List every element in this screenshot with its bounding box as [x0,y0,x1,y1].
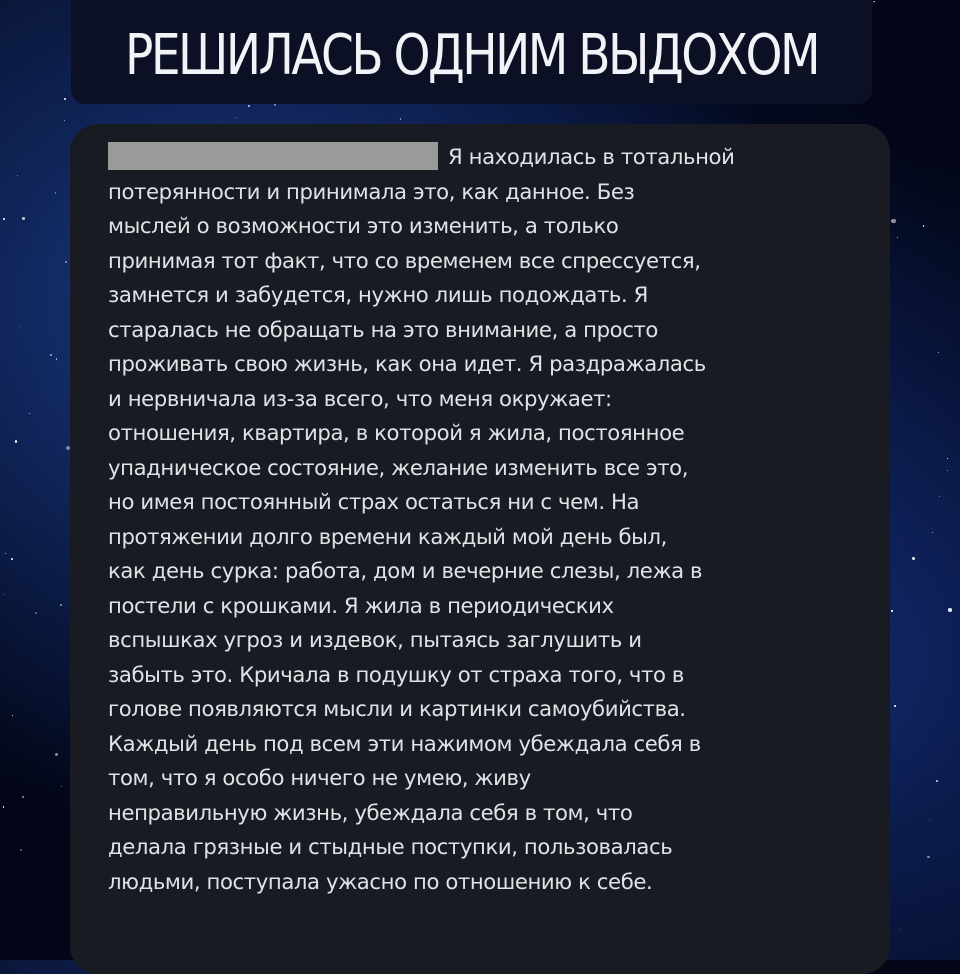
star-dot [912,557,915,560]
star-dot [29,413,30,414]
star-dot [55,753,58,756]
page-title: РЕШИЛАСЬ ОДНИМ ВЫДОХОМ [124,22,819,88]
star-dot [897,237,898,238]
message-card [70,124,890,974]
star-dot [3,218,5,220]
message-line: людьми, поступала ужасно по отношению к себе. [108,868,653,894]
star-dot [5,553,6,554]
star-dot [55,192,56,193]
redacted-block [108,142,438,170]
message-text [108,140,850,899]
star-dot [873,1,874,2]
star-dot [248,105,250,107]
message-line: делала грязные и стыдные поступки, пользовалась [108,834,673,859]
message-line: неправильную жизнь, убеждала себя в том, что [108,799,633,825]
title-banner [71,0,872,104]
star-dot [400,118,402,120]
message-line-1 [108,140,850,175]
star-dot [19,326,20,327]
message-line: отношения, квартира, в которой я жила, постоянное [108,420,685,445]
message-line: упадническое состояние, желание изменить все это, [108,454,689,480]
star-dot [923,225,924,226]
star-dot [56,358,57,359]
star-dot [20,849,22,851]
message-line: и нервничала из-за всего, что меня окружает: [108,385,612,411]
message-line: постели с крошками. Я жила в периодических [108,592,614,618]
star-dot [66,446,70,450]
star-dot [22,796,24,798]
star-dot [17,175,18,176]
message-line: старалась не обращать на это внимание, а просто [108,316,658,342]
message-line: проживать свою жизнь, как она идет. Я раздражалась [108,351,706,376]
star-dot [61,786,62,787]
star-dot [11,558,13,560]
message-line: голове появляются мысли и картинки самоубийства. [108,696,686,721]
message-line: Каждый день под всем эти нажимом убеждала себя в [108,730,701,756]
star-dot [35,612,37,614]
star-dot [938,352,939,353]
star-dot [235,117,236,118]
star-dot [3,806,4,807]
star-dot [936,780,938,782]
star-dot [927,856,929,858]
star-dot [900,929,901,930]
message-line: как день сурка: работа, дом и вечерние слезы, лежа в [108,558,703,583]
message-line: потерянности и принимала это, как данное. Без [108,178,635,204]
star-dot [64,98,66,100]
message-line: том, что я особо ничего не умею, живу [108,765,531,790]
star-dot [22,217,25,220]
star-dot [891,219,895,223]
star-dot [4,594,6,596]
message-line: протяжении долго времени каждый мой день был, [108,523,667,549]
star-dot [12,715,13,716]
message-line: принимая тот факт, что со временем все спрессуется, [108,247,701,273]
star-dot [929,819,930,820]
message-line-text: Я находилась в тотальной [448,144,735,169]
star-dot [15,440,17,442]
message-line: вспышках угроз и издевок, пытаясь заглушить и [108,627,642,652]
star-dot [948,608,952,612]
message-line: но имея постоянный страх остаться ни с чем. На [108,489,640,514]
star-dot [65,261,67,263]
star-dot [894,705,896,707]
message-line: забыть это. Кричала в подушку от страха того, что в [108,661,684,687]
star-dot [60,604,62,606]
star-dot [947,470,948,471]
star-dot [891,610,892,611]
star-dot [939,496,940,497]
message-line: замнется и забудется, нужно лишь подождать. Я [108,282,648,307]
star-dot [932,532,933,533]
star-dot [50,354,52,356]
message-line: мыслей о возможности это изменить, а только [108,213,619,238]
star-dot [947,458,948,459]
star-dot [64,120,66,122]
